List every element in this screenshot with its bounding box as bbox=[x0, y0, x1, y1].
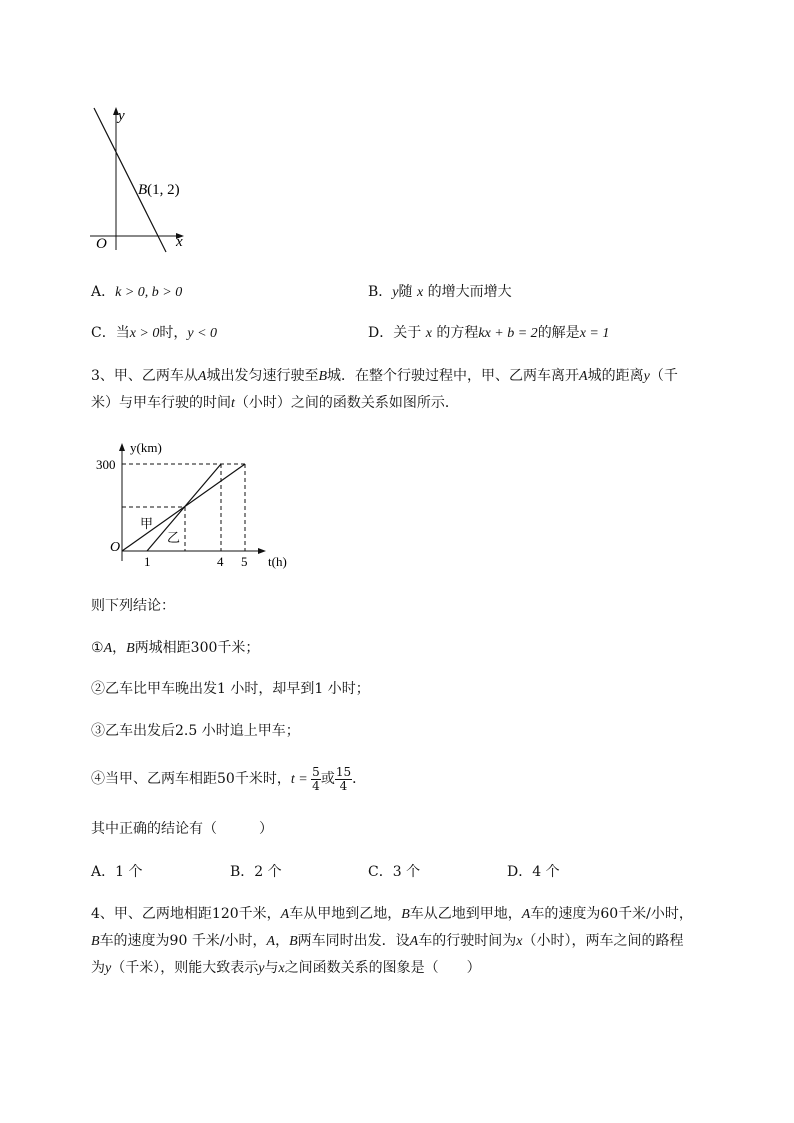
q2-option-c-text1: 时， bbox=[159, 325, 188, 341]
q2-option-d-prefix: D．关于 bbox=[368, 325, 426, 341]
q3-text: 城．在整个行驶过程中，甲、乙两车离开 bbox=[327, 368, 580, 384]
q3-statement-1 bbox=[91, 638, 259, 659]
q2-option-b-text2: 的增大而增大 bbox=[423, 284, 512, 300]
q4-text: 车从甲地到乙地， bbox=[289, 906, 402, 922]
q2-option-d-eq: kx + b = 2 bbox=[478, 326, 538, 341]
q3-var: t bbox=[290, 772, 295, 787]
q2-option-d-text2: 的解是 bbox=[537, 325, 580, 341]
q4-var: x bbox=[516, 934, 523, 949]
fig1-point-letter: B bbox=[138, 182, 148, 198]
q3-option-b: B．2 个 bbox=[230, 864, 282, 880]
q2-option-d-text1: 的方程 bbox=[431, 325, 479, 341]
q3-text: 米）与甲车行驶的时间 bbox=[91, 395, 231, 411]
q2-option-c bbox=[91, 323, 217, 344]
figure-1-line-graph bbox=[88, 102, 198, 254]
q3-intro: 则下列结论： bbox=[91, 598, 175, 614]
q4-text: 之间函数关系的图象是（ ） bbox=[284, 960, 481, 976]
fig1-point-label bbox=[138, 182, 180, 198]
fig1-origin-label: O bbox=[96, 236, 107, 252]
q2-option-d-var: x bbox=[425, 326, 432, 341]
fig2-y-label: y(km) bbox=[130, 440, 162, 455]
q2-option-d-sol: x = 1 bbox=[579, 326, 610, 341]
fig2-x-tick-1: 1 bbox=[144, 554, 151, 569]
q3-option-c: C．3 个 bbox=[368, 864, 421, 880]
q4-text: 两车同时出发．设 bbox=[297, 933, 410, 949]
q2-option-c-cond: x > 0 bbox=[129, 326, 160, 341]
q4-var: B bbox=[289, 934, 298, 949]
fig1-y-label: y bbox=[118, 108, 125, 124]
fraction-5-4 bbox=[311, 766, 321, 793]
q3-option-a: A．1 个 bbox=[91, 864, 143, 880]
q2-option-a bbox=[91, 282, 182, 303]
fraction-denominator: 4 bbox=[339, 778, 348, 793]
q3-var: A bbox=[579, 369, 588, 384]
q4-text: 为 bbox=[91, 960, 105, 976]
q2-option-b-prefix: B． bbox=[368, 284, 393, 300]
q4-text: 车的速度为90 千米/小时， bbox=[99, 933, 267, 949]
q4-var: A bbox=[521, 907, 531, 922]
q3-var: y bbox=[643, 369, 650, 384]
q4-text: 与 bbox=[264, 960, 279, 976]
q4-text: 车的行驶时间为 bbox=[418, 933, 517, 949]
q3-text: （小时）之间的函数关系如图所示． bbox=[234, 395, 459, 411]
q2-option-b-var1: y bbox=[392, 285, 399, 300]
q3-text: （千 bbox=[649, 368, 678, 384]
fig2-y-tick-300: 300 bbox=[96, 457, 116, 472]
q2-option-c-result: y < 0 bbox=[187, 326, 218, 341]
q4-var: A bbox=[409, 934, 419, 949]
q3-question: 其中正确的结论有（ ） bbox=[91, 821, 273, 837]
q3-text: 城出发匀速行驶至 bbox=[206, 368, 319, 384]
fig1-x-label: x bbox=[176, 234, 183, 250]
q2-option-b bbox=[368, 282, 512, 303]
q2-option-b-var2: x bbox=[416, 285, 424, 300]
q4-var: A bbox=[280, 907, 290, 922]
fraction-numerator: 15 bbox=[335, 764, 352, 779]
fig2-label-jia: 甲 bbox=[140, 516, 154, 531]
q4-var: y bbox=[105, 961, 112, 976]
fig2-origin-label: O bbox=[110, 540, 121, 555]
q3-var: B bbox=[126, 641, 135, 656]
q3-statement-4 bbox=[91, 763, 366, 796]
q3-text: 或 bbox=[320, 771, 335, 787]
q4-text: （小时），两车之间的路程 bbox=[522, 933, 684, 949]
q3-stem-line-1 bbox=[91, 366, 678, 387]
fig2-label-yi: 乙 bbox=[167, 530, 181, 545]
q4-text: 车从乙地到甲地， bbox=[409, 906, 522, 922]
q2-option-a-math: k > 0, b > 0 bbox=[115, 285, 183, 300]
q3-text: ① bbox=[91, 640, 104, 656]
q3-text: = bbox=[294, 772, 312, 787]
q4-var: A bbox=[266, 934, 276, 949]
q3-text: 城的距离 bbox=[587, 368, 644, 384]
q3-option-d: D．4 个 bbox=[507, 864, 560, 880]
q3-text: 两城相距300千米； bbox=[134, 640, 260, 656]
q3-statement-2: ②乙车比甲车晚出发1 小时，却早到1 小时； bbox=[91, 681, 370, 697]
q4-var: x bbox=[278, 961, 285, 976]
fraction-numerator: 5 bbox=[312, 764, 320, 779]
fig2-x-tick-5: 5 bbox=[241, 554, 248, 569]
q3-statement-3: ③乙车出发后2.5 小时追上甲车； bbox=[91, 723, 300, 739]
q3-text: ④当甲、乙两车相距50千米时， bbox=[91, 771, 291, 787]
fraction-denominator: 4 bbox=[312, 778, 320, 793]
q2-option-a-prefix: A． bbox=[91, 284, 116, 300]
q4-text: （千米），则能大致表示 bbox=[111, 960, 259, 976]
fig2-y-arrow bbox=[119, 443, 125, 451]
q2-option-b-text1: 随 bbox=[398, 284, 417, 300]
figure-2-distance-time-chart bbox=[94, 436, 294, 576]
q4-stem-line-3 bbox=[91, 958, 481, 979]
q3-var: t bbox=[231, 396, 235, 411]
q4-var: y bbox=[258, 961, 265, 976]
q4-var: B bbox=[91, 934, 100, 949]
q3-var: A bbox=[103, 641, 113, 656]
q3-var: B bbox=[318, 369, 328, 384]
q4-text: 车的速度为60千米/小时， bbox=[530, 906, 693, 922]
q4-var: B bbox=[401, 907, 410, 922]
fig1-point-coords: (1, 2) bbox=[147, 182, 180, 198]
q4-stem-line-2 bbox=[91, 931, 683, 952]
fig2-x-tick-4: 4 bbox=[217, 554, 224, 569]
q4-text: ， bbox=[275, 933, 290, 949]
q3-text: ． bbox=[352, 771, 367, 787]
q3-text: 3、甲、乙两车从 bbox=[91, 368, 198, 384]
q3-text: ， bbox=[112, 640, 127, 656]
q2-option-d bbox=[368, 323, 609, 344]
q3-stem-line-2 bbox=[91, 393, 459, 414]
q3-var: A bbox=[197, 369, 207, 384]
q2-option-c-prefix: C．当 bbox=[91, 325, 130, 341]
q4-stem-line-1 bbox=[91, 904, 693, 925]
q4-text: 4、甲、乙两地相距120千米， bbox=[91, 906, 281, 922]
fig1-function-line bbox=[94, 108, 166, 252]
fraction-15-4 bbox=[335, 766, 352, 793]
fig2-x-label: t(h) bbox=[268, 554, 287, 569]
fig2-x-arrow bbox=[258, 548, 266, 554]
